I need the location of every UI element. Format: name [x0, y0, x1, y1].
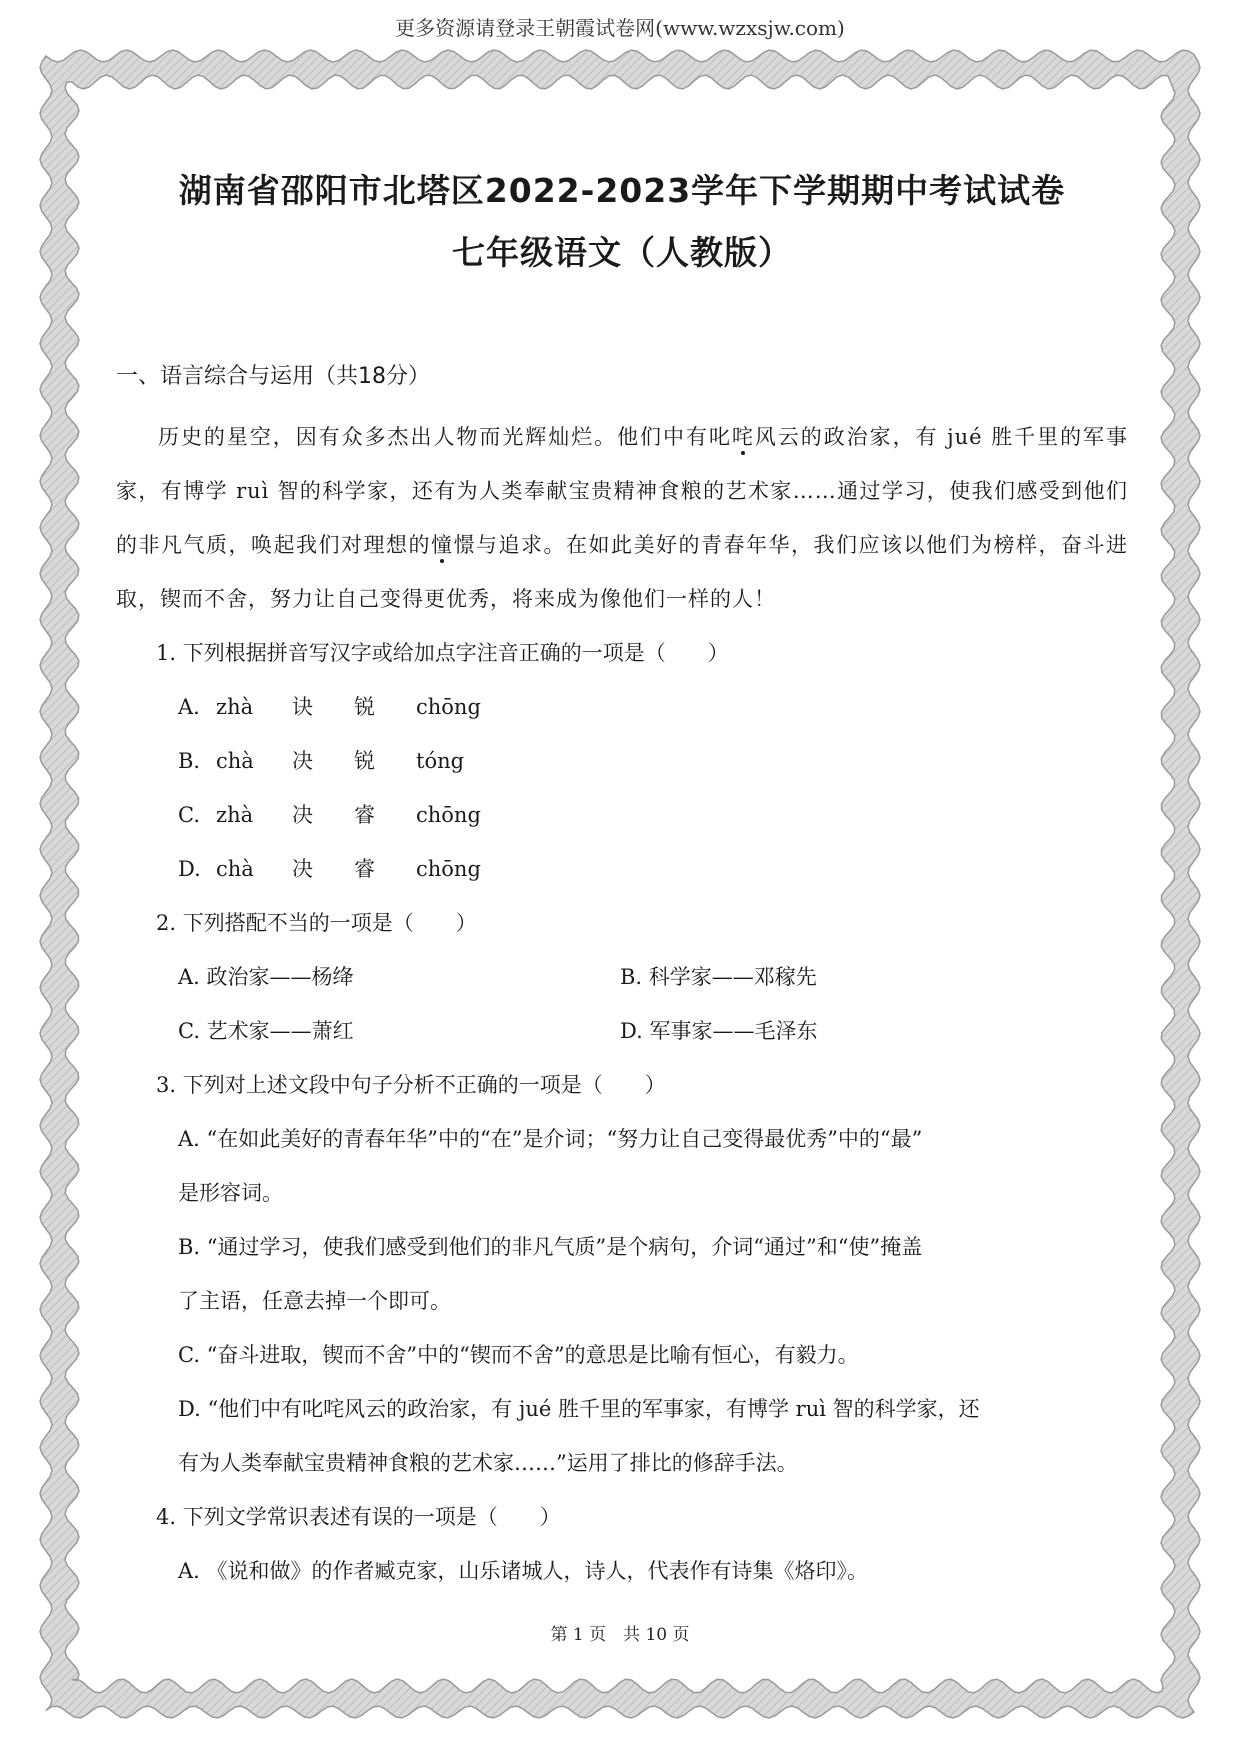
dotted-char: 憧 [431, 533, 454, 557]
dotted-char: 咤 [731, 425, 755, 449]
q2-option-d: D. 军事家——毛泽东 [620, 1019, 818, 1043]
exam-title: 湖南省邵阳市北塔区2022-2023学年下学期期中考试试卷 [178, 171, 1066, 210]
question-1-stem: 1. 下列根据拼音写汉字或给加点字注音正确的一项是（ ） [156, 641, 729, 665]
q3-option-a [178, 1112, 1128, 1220]
q3-option-d-line2: 有为人类奉献宝贵精神食粮的艺术家……”运用了排比的修辞手法。 [178, 1451, 798, 1475]
q3-option-b [178, 1220, 1128, 1328]
question-2-stem: 2. 下列搭配不当的一项是（ ） [156, 911, 477, 935]
page-number: 第 1 页 共 10 页 [550, 1625, 690, 1645]
passage [116, 410, 1128, 626]
q2-options-row-1 [178, 950, 1128, 1004]
q2-option-c: C. 艺术家——萧红 [178, 1019, 354, 1043]
question-3-stem: 3. 下列对上述文段中句子分析不正确的一项是（ ） [156, 1073, 666, 1097]
page-content [116, 160, 1128, 1598]
q3-option-b-line1: B. “通过学习，使我们感受到他们的非凡气质”是个病句，介词“通过”和“使”掩盖 [178, 1235, 923, 1259]
q1-option-b: B. chà 决 锐 tóng [178, 749, 465, 773]
passage-text-1: 历史的星空，因有众多杰出人物而光辉灿烂。他们中有叱 [158, 425, 732, 449]
q3-option-c: C. “奋斗进取，锲而不舍”中的“锲而不舍”的意思是比喻有恒心，有毅力。 [178, 1343, 859, 1367]
section-heading: 一、语言综合与运用（共18分） [116, 364, 430, 389]
q3-option-d-line1: D. “他们中有叱咤风云的政治家，有 jué 胜千里的军事家，有博学 ruì 智的科学家，还 [178, 1397, 980, 1421]
site-banner: 更多资源请登录王朝霞试卷网(www.wzxsjw.com) [395, 16, 845, 40]
q2-option-a: A. 政治家——杨绛 [178, 965, 354, 989]
q3-option-d [178, 1382, 1128, 1490]
q3-option-b-line2: 了主语，任意去掉一个即可。 [178, 1289, 451, 1313]
question-4-stem: 4. 下列文学常识表述有误的一项是（ ） [156, 1505, 561, 1529]
q1-option-a: A. zhà 诀 锐 chōng [178, 695, 481, 719]
passage-text-3: 憬与追求。在如此美好的青春年华，我们应该以他们为榜样，奋斗进取，锲而不舍，努力让自己变得更优秀，将来成为像他们一样的人！ [116, 533, 1128, 611]
exam-subtitle: 七年级语文（人教版） [452, 233, 792, 272]
q3-option-a-line1: A. “在如此美好的青春年华”中的“在”是介词；“努力让自己变得最优秀”中的“最” [178, 1127, 923, 1151]
passage-text-2: 风云的政治家，有 jué 胜千里的军事家，有博学 ruì 智的科学家，还有为人类奉献宝贵精神食粮的艺术家……通过学习，使我们感受到他们的非凡气质，唤起我们对理想的 [116, 425, 1129, 557]
q4-option-a: A. 《说和做》的作者臧克家，山乐诸城人，诗人，代表作有诗集《烙印》。 [178, 1559, 869, 1583]
q2-option-b: B. 科学家——邓稼先 [620, 965, 817, 989]
q1-option-d: D. chà 决 睿 chōng [178, 857, 481, 881]
q2-options-row-2 [178, 1004, 1128, 1058]
q3-option-a-line2: 是形容词。 [178, 1181, 283, 1205]
q1-option-c: C. zhà 决 睿 chōng [178, 803, 481, 827]
